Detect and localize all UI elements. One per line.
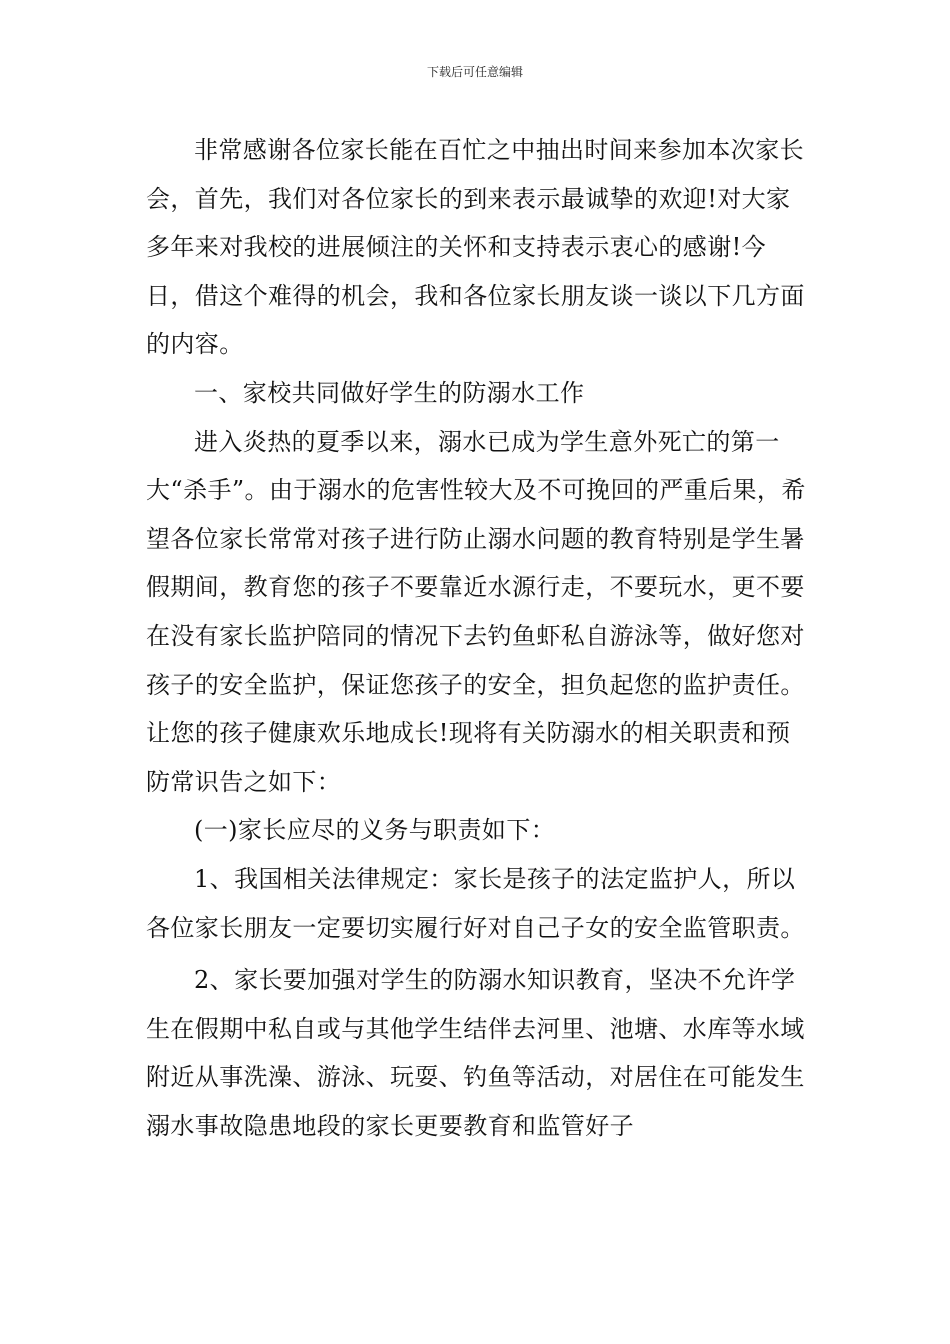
paragraph-drowning-warning: 进入炎热的夏季以来，溺水已成为学生意外死亡的第一大“杀手”。由于溺水的危害性较大及不可挽回的严重后果，希望各位家长常常对孩子进行防止溺水问题的教育特别是学生暑假期间，教育您的孩子不要靠近水源行走，不要玩水，更不要在没有家长监护陪同的情况下去钓鱼虾私自游泳等，做好您对孩子的安全监护，保证您孩子的安全，担负起您的监护责任。让您的孩子健康欢乐地成长!现将有关防溺水的相关职责和预防常识告之如下：	[146, 427, 806, 796]
header-note: 下载后可任意编辑	[426, 65, 523, 79]
subsection-heading-1: (一)家长应尽的义务与职责如下：	[194, 816, 556, 845]
section-heading-1: 一、家校共同做好学生的防溺水工作	[194, 378, 585, 407]
list-item-2: 2、家长要加强对学生的防溺水知识教育，坚决不允许学生在假期中私自或与其他学生结伴去河里、池塘、水库等水域附近从事洗澡、游泳、玩耍、钓鱼等活动，对居住在可能发生溺水事故隐患地段的家长更要教育和监管好子	[146, 966, 805, 1140]
paragraph-intro: 非常感谢各位家长能在百忙之中抽出时间来参加本次家长会，首先，我们对各位家长的到来表示最诚挚的欢迎!对大家多年来对我校的进展倾注的关怀和支持表示衷心的感谢!今日，借这个难得的机会，我和各位家长朋友谈一谈以下几方面的内容。	[146, 136, 805, 359]
document-body	[146, 126, 810, 1150]
list-item-1: 1、我国相关法律规定：家长是孩子的法定监护人，所以各位家长朋友一定要切实履行好对自己子女的安全监管职责。	[146, 864, 805, 942]
